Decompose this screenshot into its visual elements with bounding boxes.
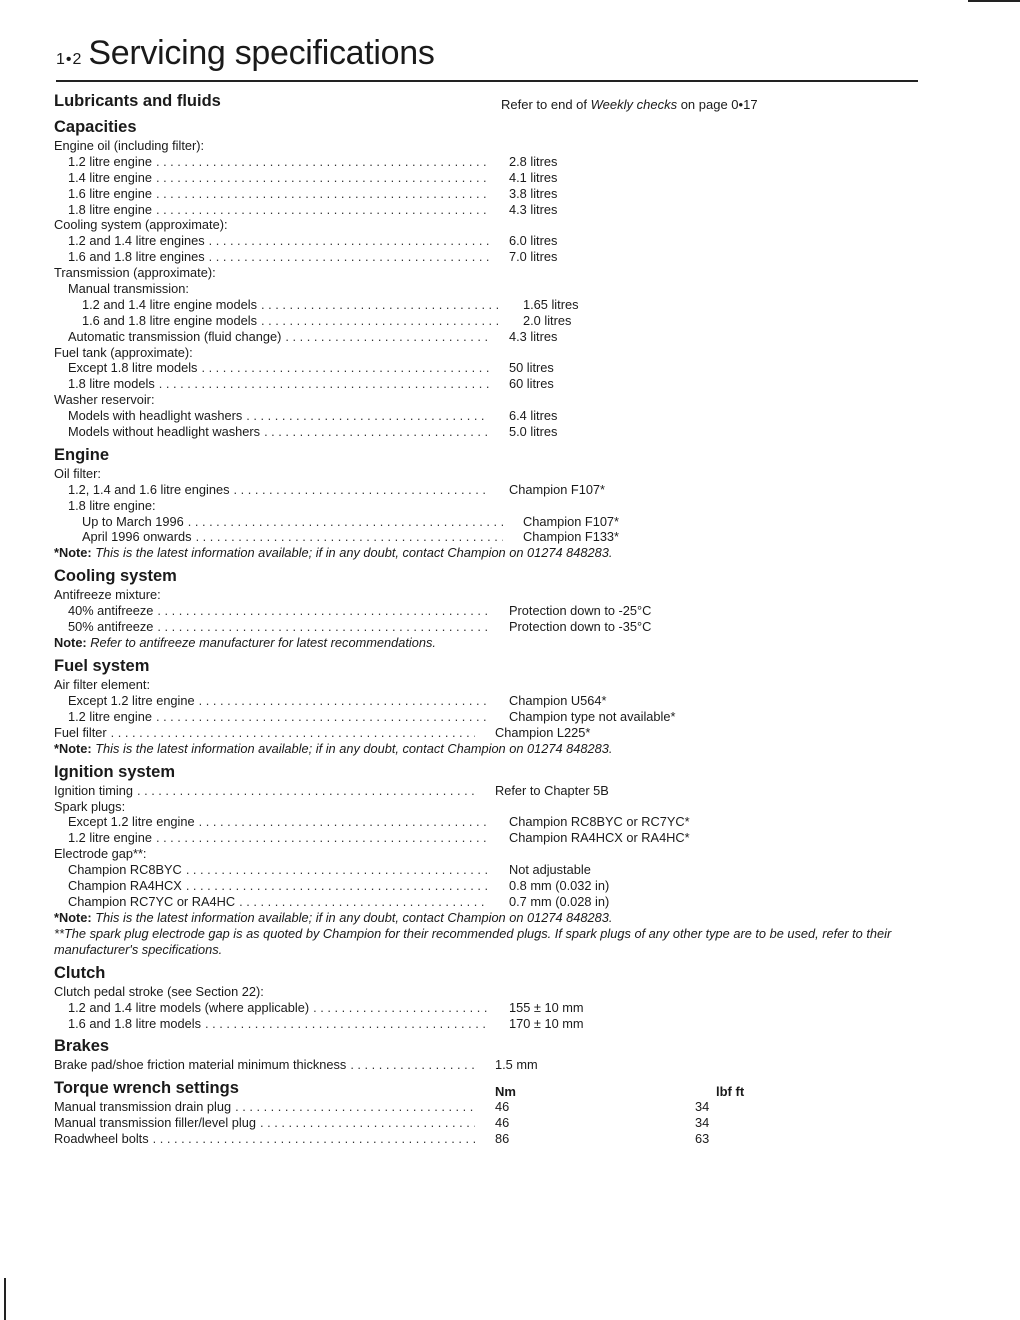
spec-row	[54, 1000, 924, 1016]
spec-row	[54, 894, 924, 910]
spec-value: 60 litres	[509, 376, 554, 392]
spec-row	[54, 1099, 924, 1115]
spec-label: 1.8 litre models	[68, 376, 155, 392]
spec-value: 170 ± 10 mm	[509, 1015, 584, 1031]
spec-row	[54, 830, 924, 846]
spec-label: Up to March 1996	[82, 513, 184, 529]
spec-label: Champion RA4HCX	[68, 877, 182, 893]
spec-value: 5.0 litres	[509, 424, 558, 440]
spec-row	[54, 249, 924, 265]
note-label: *Note:	[54, 740, 92, 756]
note-text: Refer to antifreeze manufacturer for latest recommendations.	[86, 635, 436, 651]
spec-value: 0.8 mm (0.032 in)	[509, 877, 610, 893]
footnote	[54, 545, 924, 561]
spec-row	[54, 709, 924, 725]
spec-heading: Transmission (approximate):	[54, 265, 216, 281]
spec-row	[54, 619, 924, 635]
footnote	[54, 741, 924, 757]
section-title: Capacities	[54, 118, 137, 136]
spec-value: 1.65 litres	[523, 296, 579, 312]
spec-value: Champion L225*	[495, 724, 591, 740]
spec-label: Brake pad/shoe friction material minimum thickness	[54, 1057, 347, 1073]
spec-row	[54, 186, 924, 202]
ref-link-text: Weekly checks	[590, 97, 678, 112]
spec-value: 6.0 litres	[509, 233, 558, 249]
spec-row	[54, 878, 924, 894]
column-header-lbf: lbf ft	[716, 1084, 745, 1100]
spec-subheading: Manual transmission:	[68, 281, 189, 297]
spec-label: 1.2 litre engine	[68, 830, 152, 846]
spec-row	[54, 170, 924, 186]
spec-label: Except 1.8 litre models	[68, 360, 198, 376]
spec-row	[54, 297, 924, 313]
ref-prefix: Refer to end of	[501, 97, 591, 112]
spec-value: Champion RA4HCX or RA4HC*	[509, 830, 690, 846]
column-header-nm: Nm	[495, 1084, 516, 1100]
cooling-section	[54, 565, 924, 651]
spec-value: Champion RC8BYC or RC7YC*	[509, 814, 690, 830]
spec-label: Manual transmission filler/level plug	[54, 1115, 256, 1131]
left-edge-line	[4, 1278, 6, 1320]
spec-label: Ignition timing	[54, 782, 133, 798]
spec-value-nm: 86	[495, 1131, 510, 1147]
lubricants-reference	[501, 97, 924, 112]
section-title: Brakes	[54, 1037, 110, 1056]
fuel-section	[54, 655, 924, 757]
note-label: Note:	[54, 635, 87, 651]
spec-label: 50% antifreeze	[68, 619, 154, 635]
section-title: Lubricants and fluids	[54, 92, 221, 110]
spec-value: Protection down to -25°C	[509, 603, 652, 619]
spec-heading: Clutch pedal stroke (see Section 22):	[54, 983, 264, 999]
spec-label: Except 1.2 litre engine	[68, 814, 195, 830]
spec-label: Models without headlight washers	[68, 424, 261, 440]
note-text: This is the latest information available; if in any doubt, contact Champion on 01274 848283.	[91, 545, 613, 561]
spec-heading: Oil filter:	[54, 465, 101, 481]
spec-value: 4.1 litres	[509, 169, 558, 185]
spec-label: 1.2 litre engine	[68, 708, 152, 724]
spec-label: 40% antifreeze	[68, 603, 154, 619]
spec-row	[54, 482, 924, 498]
spec-label: Champion RC7YC or RA4HC	[68, 893, 236, 909]
spec-row	[54, 1115, 924, 1131]
section-title: Ignition system	[54, 762, 176, 781]
spec-row	[54, 693, 924, 709]
page-title: Servicing specifications	[88, 34, 435, 72]
spec-label: 1.2 and 1.4 litre models (where applicable)	[68, 999, 310, 1015]
spec-heading: Electrode gap**:	[54, 846, 147, 862]
spec-label: 1.2 and 1.4 litre engines	[68, 233, 205, 249]
spec-value-nm: 46	[495, 1099, 510, 1115]
spec-subheading: 1.8 litre engine:	[68, 497, 156, 513]
spec-row	[54, 424, 924, 440]
spec-row	[54, 233, 924, 249]
spec-label: 1.4 litre engine	[68, 169, 152, 185]
spec-label: Models with headlight washers	[68, 408, 243, 424]
spec-value-nm: 46	[495, 1115, 510, 1131]
spec-heading: Engine oil (including filter):	[54, 138, 205, 153]
page-number: 1•2	[56, 51, 83, 68]
capacities-section	[54, 116, 924, 440]
clutch-section	[54, 962, 924, 1032]
spec-row	[54, 1057, 924, 1073]
spec-label: Automatic transmission (fluid change)	[68, 328, 282, 344]
spec-value: 4.3 litres	[509, 328, 558, 344]
spec-row	[54, 376, 924, 392]
spec-label: April 1996 onwards	[82, 529, 192, 545]
spec-value-lbf: 34	[695, 1115, 710, 1131]
spec-row	[54, 529, 924, 545]
top-edge-line	[968, 0, 1020, 2]
spec-content	[54, 90, 924, 1147]
spec-row	[54, 603, 924, 619]
spec-row	[54, 514, 924, 530]
spec-value: 3.8 litres	[509, 185, 558, 201]
spec-value: 4.3 litres	[509, 201, 558, 217]
spec-row	[54, 783, 924, 799]
spec-heading: Air filter element:	[54, 677, 151, 693]
spec-row	[54, 360, 924, 376]
spec-row	[54, 202, 924, 218]
page-header	[56, 34, 435, 73]
section-title: Cooling system	[54, 567, 177, 586]
spec-heading: Antifreeze mixture:	[54, 587, 161, 603]
spec-row	[54, 313, 924, 329]
spec-value: Refer to Chapter 5B	[495, 782, 609, 798]
spec-value: 155 ± 10 mm	[509, 999, 584, 1015]
spec-label: 1.6 and 1.8 litre engine models	[82, 312, 258, 328]
spec-value: 0.7 mm (0.028 in)	[509, 893, 610, 909]
spec-label: 1.6 and 1.8 litre engines	[68, 249, 205, 265]
footnote	[54, 635, 924, 651]
spec-row	[54, 329, 924, 345]
torque-header-row	[54, 1077, 924, 1099]
note-label: *Note:	[54, 909, 92, 925]
spec-label: 1.2 litre engine	[68, 153, 152, 169]
footnote-electrode-gap: **The spark plug electrode gap is as quoted by Champion for their recommended plugs. If spark plugs of any other type are to be used, refer to their manufacturer's specifications.	[54, 925, 892, 957]
note-text: This is the latest information available; if in any doubt, contact Champion on 01274 848283.	[91, 740, 613, 756]
spec-label: 1.6 litre engine	[68, 185, 152, 201]
ignition-section	[54, 761, 924, 958]
spec-row	[54, 862, 924, 878]
spec-label: 1.2 and 1.4 litre engine models	[82, 296, 258, 312]
spec-row	[54, 1016, 924, 1032]
spec-value: 1.5 mm	[495, 1057, 538, 1073]
spec-heading: Spark plugs:	[54, 798, 126, 814]
ref-suffix: on page 0•17	[677, 97, 758, 112]
spec-value: Not adjustable	[509, 862, 591, 878]
spec-label: Manual transmission drain plug	[54, 1099, 232, 1115]
spec-heading: Washer reservoir:	[54, 392, 155, 408]
note-text: This is the latest information available; if in any doubt, contact Champion on 01274 848283.	[91, 909, 613, 925]
spec-value: 50 litres	[509, 360, 554, 376]
torque-section	[54, 1077, 924, 1147]
spec-heading: Fuel tank (approximate):	[54, 344, 193, 360]
spec-value: 7.0 litres	[509, 249, 558, 265]
spec-row	[54, 725, 924, 741]
section-title: Torque wrench settings	[54, 1079, 239, 1098]
spec-row	[54, 408, 924, 424]
spec-label: Except 1.2 litre engine	[68, 692, 195, 708]
spec-value: Champion F107*	[509, 481, 606, 497]
spec-row	[54, 154, 924, 170]
section-title: Fuel system	[54, 657, 150, 676]
lubricants-section	[54, 90, 924, 112]
section-title: Clutch	[54, 963, 106, 982]
spec-label: Champion RC8BYC	[68, 862, 182, 878]
spec-value-lbf: 34	[695, 1099, 710, 1115]
spec-label: 1.6 and 1.8 litre models	[68, 1015, 202, 1031]
spec-heading: Cooling system (approximate):	[54, 217, 228, 233]
spec-label: 1.2, 1.4 and 1.6 litre engines	[68, 481, 230, 497]
spec-value: 2.0 litres	[523, 312, 572, 328]
engine-section	[54, 444, 924, 561]
spec-label: Fuel filter	[54, 724, 107, 740]
spec-value: Champion F133*	[523, 529, 620, 545]
spec-value-lbf: 63	[695, 1131, 710, 1147]
spec-value: Champion F107*	[523, 513, 620, 529]
spec-label: 1.8 litre engine	[68, 201, 152, 217]
header-rule	[56, 80, 918, 82]
spec-value: 6.4 litres	[509, 408, 558, 424]
footnote	[54, 910, 924, 926]
spec-row	[54, 1131, 924, 1147]
spec-label: Roadwheel bolts	[54, 1131, 149, 1147]
note-label: *Note:	[54, 545, 92, 561]
brakes-section	[54, 1035, 924, 1073]
spec-value: 2.8 litres	[509, 153, 558, 169]
section-title: Engine	[54, 445, 110, 464]
spec-value: Champion U564*	[509, 692, 607, 708]
spec-row	[54, 814, 924, 830]
spec-value: Protection down to -35°C	[509, 619, 652, 635]
spec-value: Champion type not available*	[509, 708, 676, 724]
